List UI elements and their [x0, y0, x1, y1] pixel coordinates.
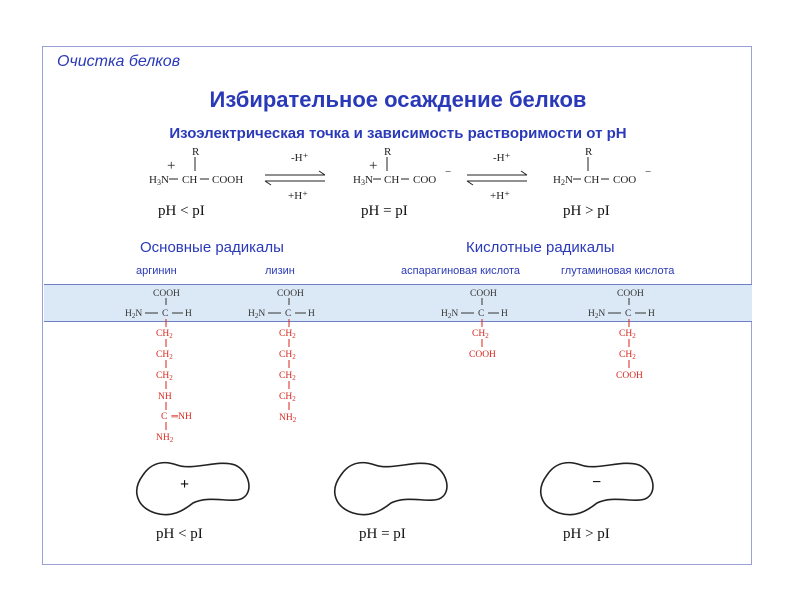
amine-group: $H_2N$	[248, 309, 266, 320]
alpha-carbon: CH	[384, 174, 400, 186]
amine-group: H3N	[149, 174, 169, 187]
arrow-bottom-label: +H⁺	[288, 190, 308, 202]
side-group-ch2: $CH_2$	[619, 350, 636, 361]
side-group-ch2: $CH_2$	[279, 350, 296, 361]
side-group-nh: NH	[158, 392, 172, 402]
subtitle: Изоэлектрическая точка и зависимость растворимости от pH	[169, 125, 627, 142]
hydrogen: H	[185, 309, 192, 319]
form-anion	[553, 146, 651, 187]
r-label: R	[585, 146, 593, 158]
side-group-ch2: $CH_2$	[619, 329, 636, 340]
carboxylate-group: COO	[413, 174, 437, 186]
side-group-guanidine: C ═NH	[161, 412, 192, 422]
acidic-radicals-heading: Кислотные радикалы	[466, 239, 615, 256]
protein-shapes	[43, 455, 753, 520]
form-zwitterion	[353, 146, 451, 187]
amine-group: H2N	[553, 174, 573, 187]
cooh-group: COOH	[277, 289, 304, 299]
arrow-bottom-label: +H⁺	[490, 190, 510, 202]
r-label: R	[192, 146, 200, 158]
positive-charge: +	[180, 476, 190, 493]
alpha-carbon: C	[478, 309, 485, 319]
lysine-structure	[248, 289, 315, 424]
side-group-ch2: $CH_2$	[156, 371, 173, 382]
cooh-group: COOH	[617, 289, 644, 299]
arrow-top-label: -H⁺	[493, 152, 511, 164]
amino-acid-name-lysine: лизин	[265, 265, 295, 277]
side-group-nh2: $NH_2$	[279, 413, 297, 424]
side-group-cooh: COOH	[616, 371, 643, 381]
protein-ph-label-2: pH = pI	[359, 526, 406, 542]
arginine-structure	[125, 289, 192, 444]
plus-charge: +	[369, 158, 378, 174]
hydrogen: H	[648, 309, 655, 319]
protein-ph-label-1: pH < pI	[156, 526, 203, 542]
ph-label-3: pH > pI	[563, 203, 610, 219]
equilibrium-arrow-2	[467, 152, 527, 202]
plus-charge: +	[167, 158, 176, 174]
hydrogen: H	[501, 309, 508, 319]
side-group-ch2: $CH_2$	[279, 371, 296, 382]
amino-acid-name-arginine: аргинин	[136, 265, 177, 277]
glutamic-acid-structure	[588, 289, 655, 381]
amino-acid-name-aspartic: аспарагиновая кислота	[401, 265, 521, 277]
carboxyl-group: COOH	[212, 174, 244, 186]
carboxylate-group: COO	[613, 174, 637, 186]
amine-group: $H_2N$	[441, 309, 459, 320]
cooh-group: COOH	[470, 289, 497, 299]
basic-radicals-heading: Основные радикалы	[140, 239, 284, 256]
alpha-carbon: C	[625, 309, 632, 319]
equilibrium-arrow-1	[265, 152, 325, 202]
aspartic-acid-structure	[441, 289, 508, 360]
alpha-carbon: CH	[182, 174, 198, 186]
side-group-nh2: $NH_2$	[156, 433, 174, 444]
hydrogen: H	[308, 309, 315, 319]
alpha-carbon: C	[285, 309, 292, 319]
protein-blob-neutral	[335, 463, 447, 515]
ph-label-1: pH < pI	[158, 203, 205, 219]
side-group-cooh: COOH	[469, 350, 496, 360]
alpha-carbon: CH	[584, 174, 600, 186]
side-group-ch2: $CH_2$	[279, 392, 296, 403]
side-group-ch2: $CH_2$	[156, 329, 173, 340]
cooh-group: COOH	[153, 289, 180, 299]
amino-acid-name-glutamic: глутаминовая кислота	[561, 265, 675, 277]
amino-acid-structures	[43, 285, 753, 455]
side-group-ch2: $CH_2$	[279, 329, 296, 340]
amine-group: $H_2N$	[588, 309, 606, 320]
minus-charge: −	[645, 166, 652, 178]
arrow-top-label: -H⁺	[291, 152, 309, 164]
protein-blob-positive	[137, 463, 249, 515]
form-cation	[149, 146, 243, 187]
side-group-ch2: $CH_2$	[472, 329, 489, 340]
minus-charge: −	[445, 166, 452, 178]
negative-charge: −	[592, 474, 602, 491]
amine-group: H3N	[353, 174, 373, 187]
r-label: R	[384, 146, 392, 158]
amine-group: $H_2N$	[125, 309, 143, 320]
side-group-ch2: $CH_2$	[156, 350, 173, 361]
ph-label-2: pH = pI	[361, 203, 408, 219]
slide	[42, 46, 752, 565]
protein-ph-label-3: pH > pI	[563, 526, 610, 542]
section-title: Очистка белков	[57, 53, 181, 70]
main-title: Избирательное осаждение белков	[209, 87, 587, 112]
alpha-carbon: C	[162, 309, 169, 319]
